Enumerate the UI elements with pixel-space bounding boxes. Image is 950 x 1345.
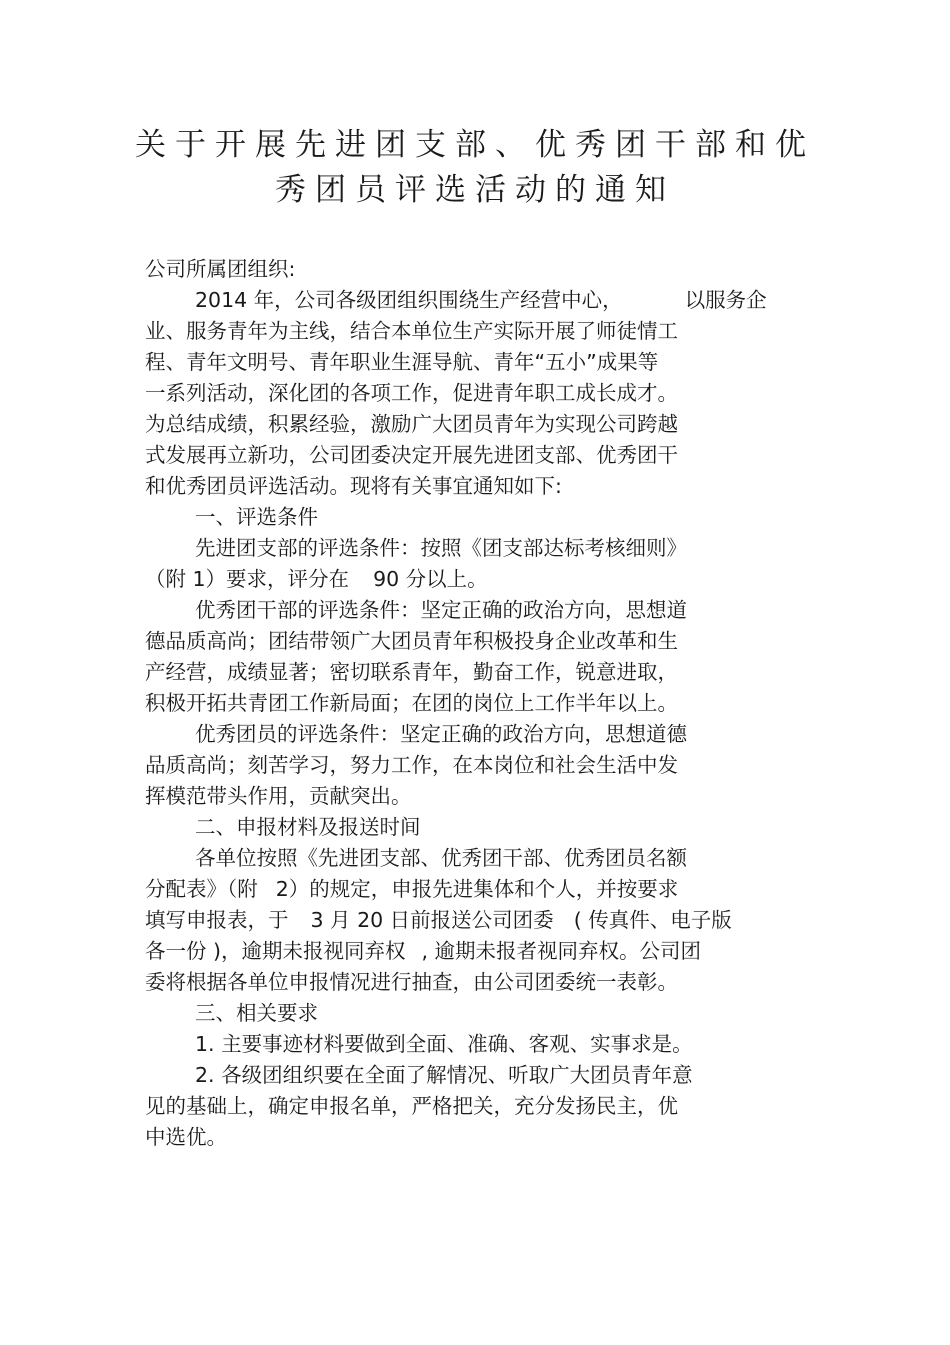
paragraph-line: 优秀团员的评选条件：坚定正确的政治方向，思想道德 bbox=[195, 722, 687, 746]
paragraph-line: 和优秀团员评选活动。现将有关事宜通知如下: bbox=[145, 474, 562, 498]
paragraph-line: 业、服务青年为主线，结合本单位生产实际开展了师徒情工 bbox=[145, 319, 678, 343]
section-heading: 三、相关要求 bbox=[195, 1001, 318, 1025]
paragraph-line: 积极开拓共青团工作新局面；在团的岗位上工作半年以上。 bbox=[145, 691, 678, 715]
paragraph-text: 90 分以上。 bbox=[373, 567, 488, 591]
paragraph-line: 一系列活动，深化团的各项工作，促进青年职工成长成才。 bbox=[145, 381, 678, 405]
paragraph-text: 3 月 20 日前报送公司团委 bbox=[310, 908, 554, 932]
paragraph-line bbox=[145, 905, 732, 935]
salutation: 公司所属团组织: bbox=[145, 257, 296, 281]
paragraph-text: , 逾期未报者视同弃权。公司团 bbox=[421, 939, 702, 963]
paragraph-text: 填写申报表，于 bbox=[145, 908, 289, 932]
paragraph-line bbox=[145, 936, 701, 966]
document-title-line-1: 关于开展先进团支部、优秀团干部和优 bbox=[135, 127, 815, 163]
paragraph-text: 2014 年，公司各级团组织围绕生产经营中心， bbox=[195, 288, 623, 312]
paragraph-line bbox=[145, 564, 488, 594]
paragraph-text: ( 传真件、电子版 bbox=[573, 908, 732, 932]
list-item: 1. 主要事迹材料要做到全面、准确、客观、实事求是。 bbox=[195, 1032, 693, 1056]
paragraph-line: 式发展再立新功，公司团委决定开展先进团支部、优秀团干 bbox=[145, 443, 678, 467]
paragraph-line: 优秀团干部的评选条件：坚定正确的政治方向，思想道 bbox=[195, 598, 687, 622]
section-heading: 二、申报材料及报送时间 bbox=[195, 815, 421, 839]
paragraph-line: 为总结成绩，积累经验，激励广大团员青年为实现公司跨越 bbox=[145, 412, 678, 436]
paragraph-text: 分配表》（附 bbox=[145, 877, 258, 901]
paragraph-line: 挥模范带头作用，贡献突出。 bbox=[145, 784, 412, 808]
paragraph-line: 先进团支部的评选条件：按照《团支部达标考核细则》 bbox=[195, 536, 687, 560]
paragraph-line: 委将根据各单位申报情况进行抽查，由公司团委统一表彰。 bbox=[145, 970, 678, 994]
paragraph-line: 见的基础上，确定申报名单，严格把关，充分发扬民主，优 bbox=[145, 1094, 678, 1118]
paragraph-text: 以服务企 bbox=[684, 288, 767, 312]
paragraph-line bbox=[195, 285, 767, 315]
paragraph-text: 各一份 )，逾期未报视同弃权 bbox=[145, 939, 406, 963]
paragraph-line: 各单位按照《先进团支部、优秀团干部、优秀团员名额 bbox=[195, 846, 687, 870]
paragraph-text: （附 1）要求，评分在 bbox=[145, 567, 350, 591]
paragraph-line: 产经营，成绩显著；密切联系青年，勤奋工作，锐意进取， bbox=[145, 660, 678, 684]
section-heading: 一、评选条件 bbox=[195, 505, 318, 529]
paragraph-text: 2）的规定，申报先进集体和个人，并按要求 bbox=[275, 877, 679, 901]
document-title-line-2: 秀团员评选活动的通知 bbox=[275, 172, 675, 208]
list-item: 2. 各级团组织要在全面了解情况、听取广大团员青年意 bbox=[195, 1063, 693, 1087]
paragraph-line: 程、青年文明号、青年职业生涯导航、青年“五小”成果等 bbox=[145, 350, 659, 374]
paragraph-line: 德品质高尚；团结带领广大团员青年积极投身企业改革和生 bbox=[145, 629, 678, 653]
paragraph-line: 品质高尚；刻苦学习，努力工作，在本岗位和社会生活中发 bbox=[145, 753, 678, 777]
paragraph-line bbox=[145, 874, 678, 904]
paragraph-line: 中选优。 bbox=[145, 1125, 227, 1149]
